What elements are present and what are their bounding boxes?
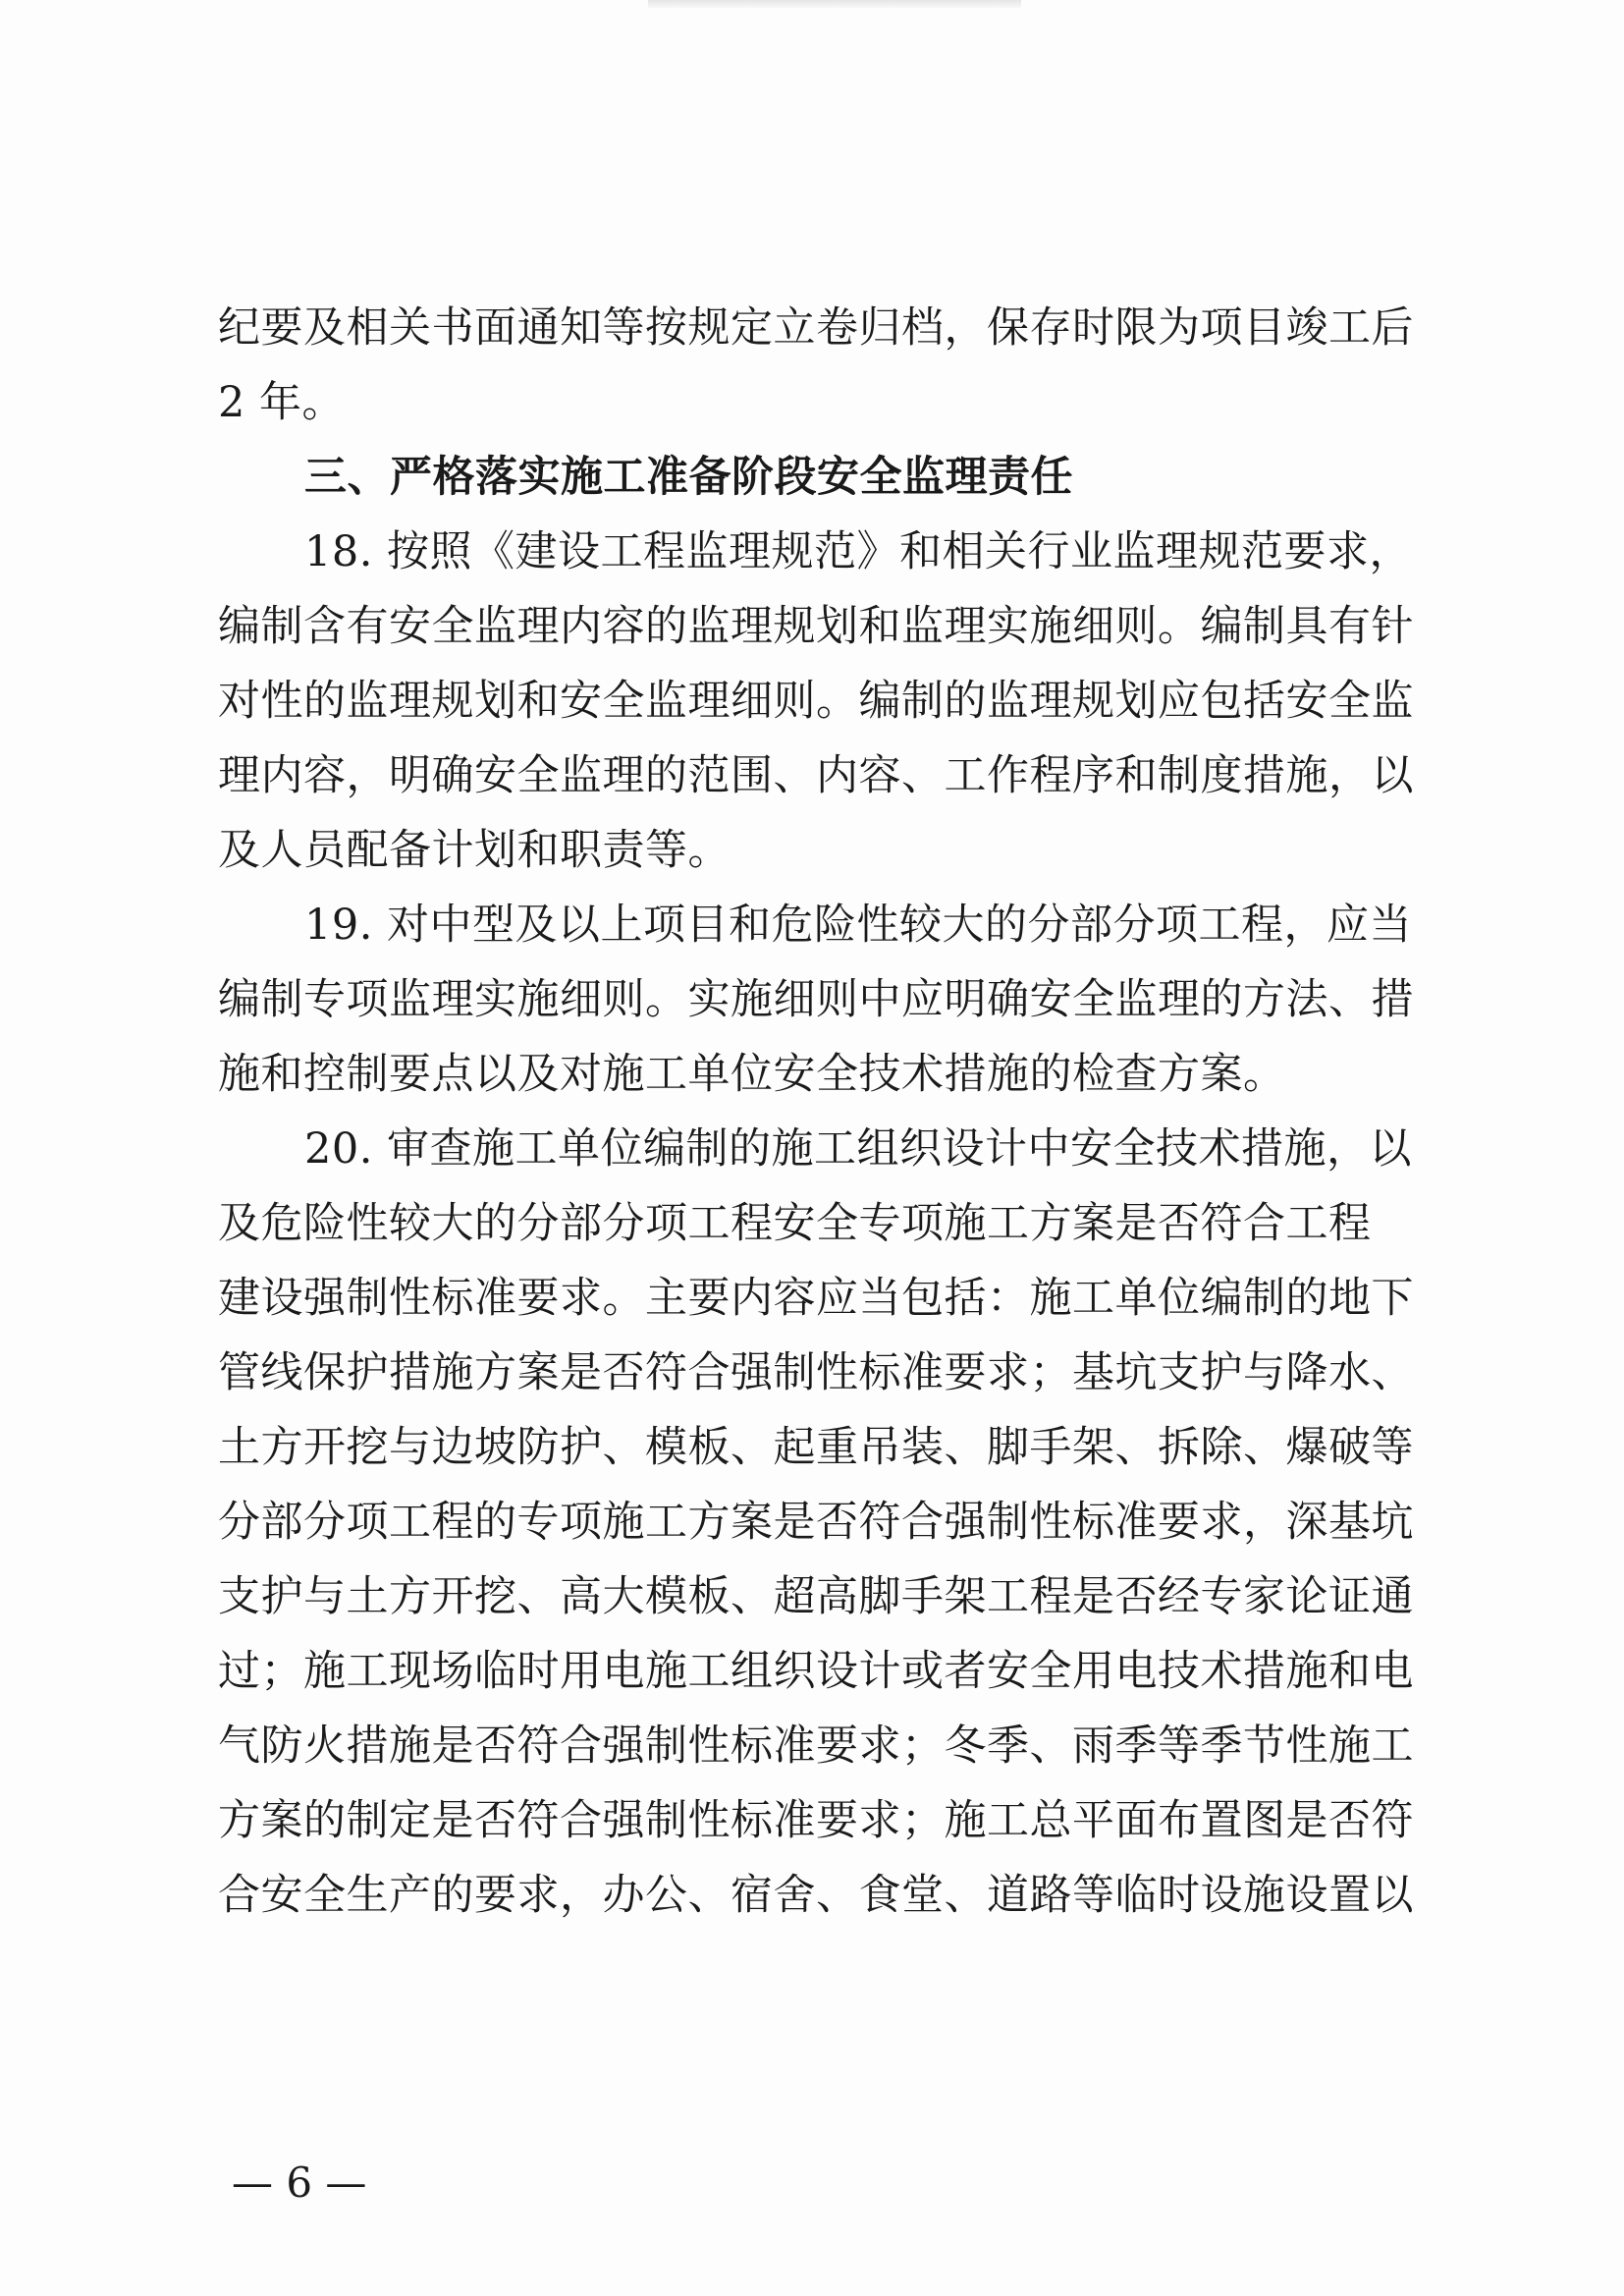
page-number: — 6 — bbox=[232, 2159, 367, 2207]
text-line: 合安全生产的要求，办公、宿舍、食堂、道路等临时设施设置以 bbox=[218, 1871, 1414, 1920]
heading-text: 三、严格落实施工准备阶段安全监理责任 bbox=[304, 453, 1073, 502]
text-line: 19. 对中型及以上项目和危险性较大的分部分项工程，应当 bbox=[304, 901, 1413, 950]
text-line: 管线保护措施方案是否符合强制性标准要求；基坑支护与降水、 bbox=[218, 1348, 1414, 1397]
text-line: 18. 按照《建设工程监理规范》和相关行业监理规范要求， bbox=[304, 527, 1413, 576]
document-body bbox=[218, 291, 1426, 1933]
text-line: 气防火措施是否符合强制性标准要求；冬季、雨季等季节性施工 bbox=[218, 1722, 1414, 1771]
section-heading bbox=[218, 440, 1426, 515]
paragraph bbox=[218, 515, 1426, 888]
scan-artifact bbox=[648, 0, 1021, 8]
text-line: 纪要及相关书面通知等按规定立卷归档，保存时限为项目竣工后 bbox=[218, 303, 1414, 353]
text-line: 编制专项监理实施细则。实施细则中应明确安全监理的方法、措 bbox=[218, 975, 1414, 1024]
text-line: 分部分项工程的专项施工方案是否符合强制性标准要求，深基坑 bbox=[218, 1498, 1414, 1547]
text-line: 方案的制定是否符合强制性标准要求；施工总平面布置图是否符 bbox=[218, 1796, 1414, 1845]
text-line: 理内容，明确安全监理的范围、内容、工作程序和制度措施，以 bbox=[218, 751, 1414, 800]
text-line: 及危险性较大的分部分项工程安全专项施工方案是否符合工程 bbox=[218, 1199, 1372, 1248]
text-line: 土方开挖与边坡防护、模板、起重吊装、脚手架、拆除、爆破等 bbox=[218, 1423, 1414, 1472]
text-line: 施和控制要点以及对施工单位安全技术措施的检查方案。 bbox=[218, 1050, 1286, 1099]
text-line: 支护与土方开挖、高大模板、超高脚手架工程是否经专家论证通 bbox=[218, 1572, 1414, 1621]
text-line: 及人员配备计划和职责等。 bbox=[218, 826, 731, 875]
paragraph bbox=[218, 291, 1426, 440]
text-line: 20. 审查施工单位编制的施工组织设计中安全技术措施，以 bbox=[304, 1124, 1413, 1174]
text-line: 对性的监理规划和安全监理细则。编制的监理规划应包括安全监 bbox=[218, 677, 1414, 726]
text-line: 编制含有安全监理内容的监理规划和监理实施细则。编制具有针 bbox=[218, 602, 1414, 651]
text-line: 过；施工现场临时用电施工组织设计或者安全用电技术措施和电 bbox=[218, 1647, 1414, 1696]
paragraph bbox=[218, 888, 1426, 1112]
text-line: 建设强制性标准要求。主要内容应当包括：施工单位编制的地下 bbox=[218, 1274, 1414, 1323]
text-line: 2 年。 bbox=[218, 378, 346, 427]
paragraph bbox=[218, 1112, 1426, 1933]
